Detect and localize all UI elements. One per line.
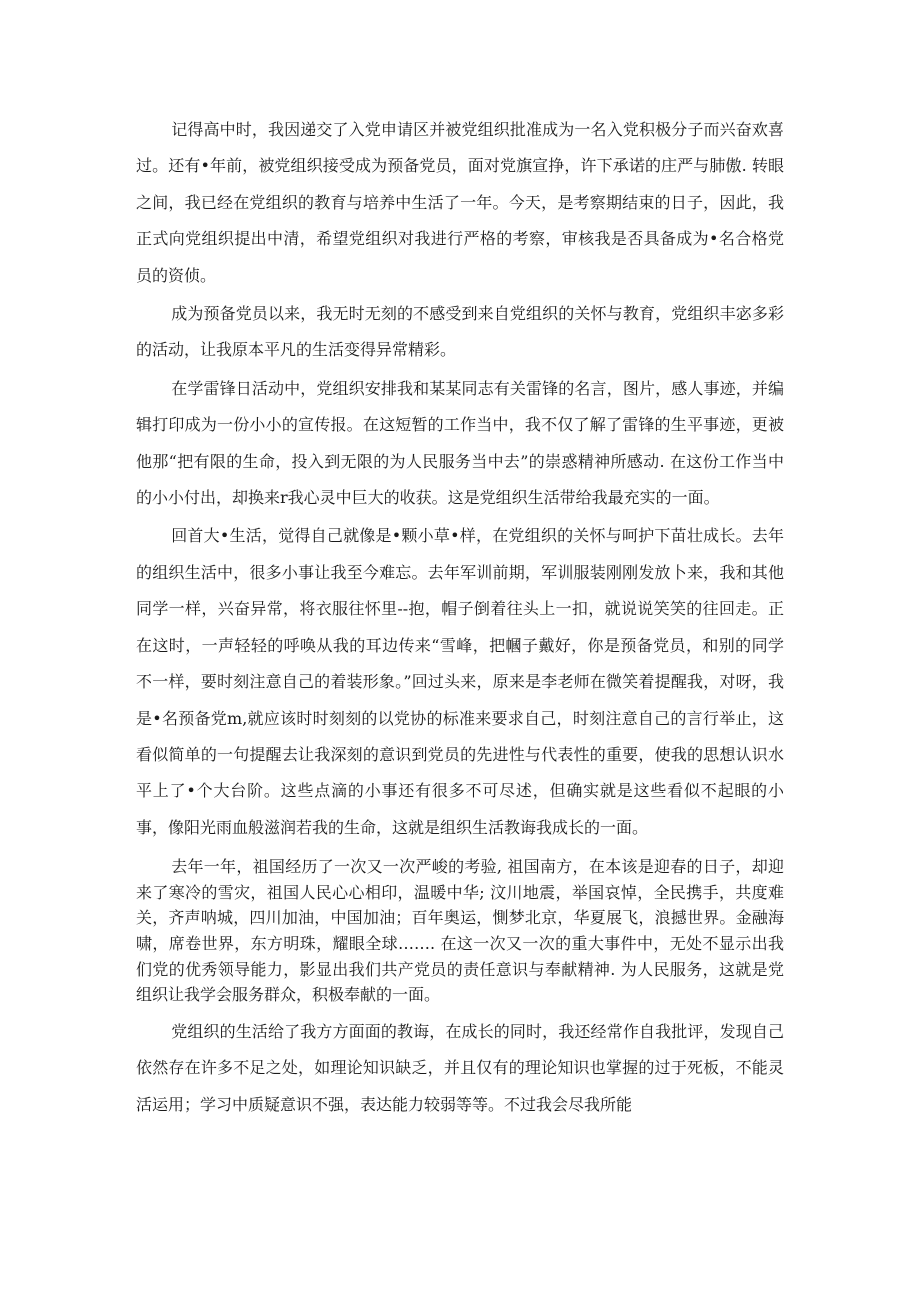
paragraph-learn-from-leifeng: 在学雷锋日活动中，党组织安排我和某某同志有关雷锋的名言，图片，感人事迹，并编辑打印成为一份小小的宣传报。在这短暂的工作当中，我不仅了解了雷锋的生平事迹，更被他那“把有限的生命，投入到无限的为人民服务当中去”的崇惑精神所感动. 在这份工作当中的小小付出，却换来r我心灵中巨大的收获。这是党组织生活带给我最充实的一面。 xyxy=(136,378,784,508)
paragraph-since-probation: 成为预备党员以来，我无时无刻的不感受到来自党组织的关怀与教育，党组织丰宓多彩的活动，让我原本平凡的生活变得异常精彩。 xyxy=(136,304,784,360)
paragraph-university-life: 回首大•生活，觉得自己就像是•颗小草•样，在党组织的关怀与呵护下苗壮成长。去年的组织生活中，很多小事让我至今难忘。去年军训前期，军训服装刚刚发放卜来，我和其他同学一样，兴奋异常，将衣服往怀里--抱，帽子倒着往头上一扣，就说说笑笑的往回走。正在这时，一声轻轻的呼唤从我的耳边传来“雪峰，把幗子戴好，你是预备党员，和别的同学不一样，要时刻注意自己的着装形象。”回过头来，原来是李老师在微笑着提醒我，对呀，我是•名预备党m,就应该时时刻刻的以党协的标准来要求自己，时刻注意自己的言行举止，这看似简单的一句提醒去让我深刻的意识到党员的先进性与代表性的重要，使我的思想认识水平上了•个大台阶。这些点滴的小事还有很多不可尽述，但确实就是这些看似不起眼的小事，像阳光雨血般滋润若我的生命，这就是组织生活教诲我成长的一面。 xyxy=(136,526,784,837)
paragraph-application-intro: 记得高中时，我因递交了入党申请区并被党组织批准成为一名入党积极分子而兴奋欢喜过。还有•年前，被党组织接受成为预备党员，面对党旗宣挣，许下承诺的庄严与肺傲. 转眼之间，我已经在党组织的教育与培养中生活了一年。今天，是考察期结束的日子，因此，我正式向党组织提出中清，希望党组织对我进行严格的考察，审核我是否具备成为•名合格党员的资侦。 xyxy=(136,120,784,285)
paragraph-self-criticism: 党组织的生活给了我方方面面的教诲，在成长的同时，我还经常作自我批评，发现自己依然存在许多不足之处，如理论知识缺乏，并且仅有的理论知识也掌握的过于死板，不能灵活运用；学习中质疑意识不强，表达能力较弱等等。不过我会尽我所能 xyxy=(136,1021,784,1114)
document-page xyxy=(136,112,784,1123)
paragraph-past-year-events: 去年一年，祖国经历了一次又一次严峻的考验, 祖国南方，在本该是迎春的日子，却迎来了寒冷的雪灾，祖国人民心心相印，温暖中华; 汶川地震，举国哀悼，全民携手，共度难关，齐声呐城，四川加油，中国加油；百年奥运，惻梦北京，华夏展飞，浪撼世界。金融海啸，席卷世界，东方明珠，耀眼全球……. 在这一次又一次的重大事件中，无处不显示出我们党的优秀领导能力，影显出我们共产党员的责任意识与奉献精神. 为人民服务，这就是党组织让我学会服务群众，积极奉献的一面。 xyxy=(136,857,784,1005)
